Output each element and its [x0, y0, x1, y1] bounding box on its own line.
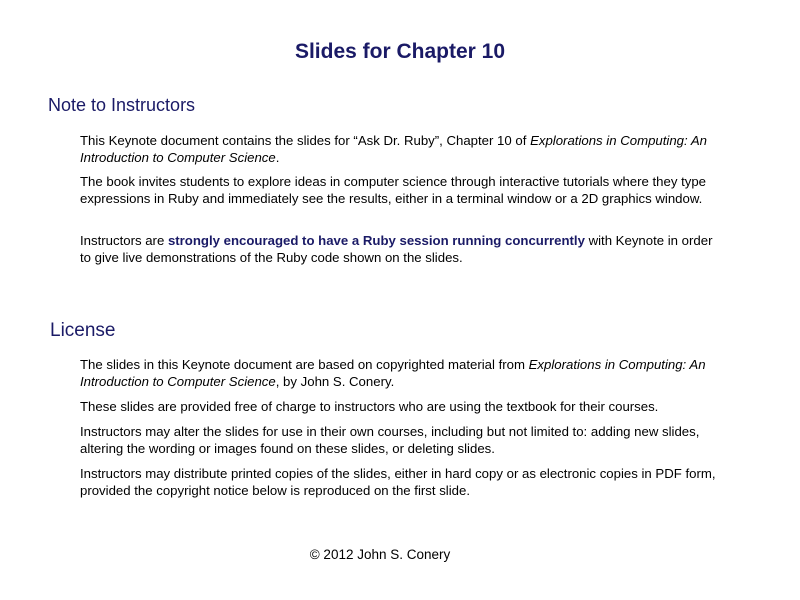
emphasis-text: strongly encouraged to have a Ruby session running concurrently [167, 233, 585, 248]
note-paragraph-keynote [80, 132, 720, 166]
page-title: Slides for Chapter 10 [294, 40, 506, 63]
copyright-notice: © 2012 John S. Conery [309, 547, 451, 562]
license-heading: License [50, 320, 116, 341]
note-paragraph-book: The book invites students to explore ideas in computer science through interactive tutorials where they type expressions in Ruby and immediately see the results, either in a terminal window or a 2D graphics window. [80, 174, 707, 206]
license-paragraph-distribute: Instructors may distribute printed copies of the slides, either in hard copy or as electronic copies in PDF form, provided the copyright notice below is reproduced on the first slide. [80, 466, 716, 498]
license-paragraph-alter: Instructors may alter the slides for use in their own courses, including but not limited to: adding new slides, altering the wording or images found on these slides, or deleting slides. [80, 424, 700, 456]
note-p3-text-a: Instructors are [80, 233, 168, 248]
book-title: Explorations in Computing: An Introduction to Computer Science [80, 357, 706, 389]
license-paragraph-copyright [80, 356, 720, 390]
license-p1-text-b: , by John S. Conery. [275, 374, 395, 389]
note-p1-text-b: . [275, 150, 280, 165]
license-paragraph-free: These slides are provided free of charge to instructors who are using the textbook for their courses. [80, 399, 659, 414]
note-p3-text-b: with Keynote in order to give live demonstrations of the Ruby code shown on the slides. [80, 233, 713, 265]
note-paragraph-instructors [80, 232, 720, 266]
license-p1-text-a: The slides in this Keynote document are based on copyrighted material from [80, 357, 529, 372]
book-title: Explorations in Computing: An Introduction to Computer Science [80, 133, 707, 165]
note-to-instructors-heading: Note to Instructors [48, 95, 196, 115]
note-p1-text-a: This Keynote document contains the slides for “Ask Dr. Ruby”, Chapter 10 of [80, 133, 531, 148]
